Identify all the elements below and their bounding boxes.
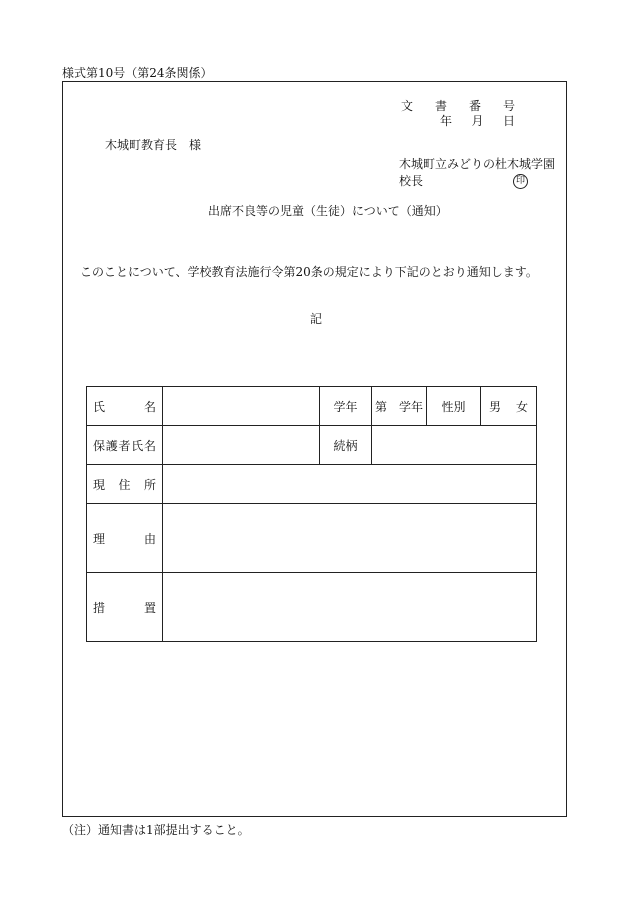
reason-label-cell: 理 由 xyxy=(87,504,163,573)
table-row xyxy=(87,573,537,642)
seal-mark: 印 xyxy=(513,172,528,189)
grade-value-cell[interactable]: 第 学年 xyxy=(372,387,427,426)
table-row xyxy=(87,465,537,504)
address-label-cell: 現 住 所 xyxy=(87,465,163,504)
table-row xyxy=(87,504,537,573)
body-text: このことについて、学校教育法施行令第20条の規定により下記のとおり通知します。 xyxy=(80,265,538,279)
ki-heading: 記 xyxy=(310,312,323,326)
address-value-cell[interactable] xyxy=(163,465,537,504)
gender-label-cell: 性別 xyxy=(427,387,481,426)
reason-value-cell[interactable] xyxy=(163,504,537,573)
measure-value-cell[interactable] xyxy=(163,573,537,642)
student-info-table xyxy=(86,386,537,642)
form-number: 様式第10号（第24条関係） xyxy=(62,66,213,80)
relation-label-cell: 続柄 xyxy=(320,426,372,465)
guardian-value-cell[interactable] xyxy=(163,426,320,465)
guardian-label-cell: 保 護 者 氏 名 xyxy=(87,426,163,465)
table-row xyxy=(87,387,537,426)
principal-label: 校長 xyxy=(399,174,424,188)
date-label: 年 月 日 xyxy=(440,114,515,128)
doc-number-label: 文 書 番 号 xyxy=(401,99,515,113)
measure-label-cell: 措 置 xyxy=(87,573,163,642)
footnote: （注）通知書は1部提出すること。 xyxy=(62,823,250,837)
gender-value-cell[interactable]: 男 女 xyxy=(481,387,537,426)
name-value-cell[interactable] xyxy=(163,387,320,426)
document-title: 出席不良等の児童（生徒）について（通知） xyxy=(208,204,448,218)
school-name: 木城町立みどりの杜木城学園 xyxy=(399,157,556,171)
grade-label-cell: 学年 xyxy=(320,387,372,426)
name-label-cell: 氏 名 xyxy=(87,387,163,426)
addressee: 木城町教育長 様 xyxy=(105,138,202,152)
relation-value-cell[interactable] xyxy=(372,426,537,465)
table-row xyxy=(87,426,537,465)
